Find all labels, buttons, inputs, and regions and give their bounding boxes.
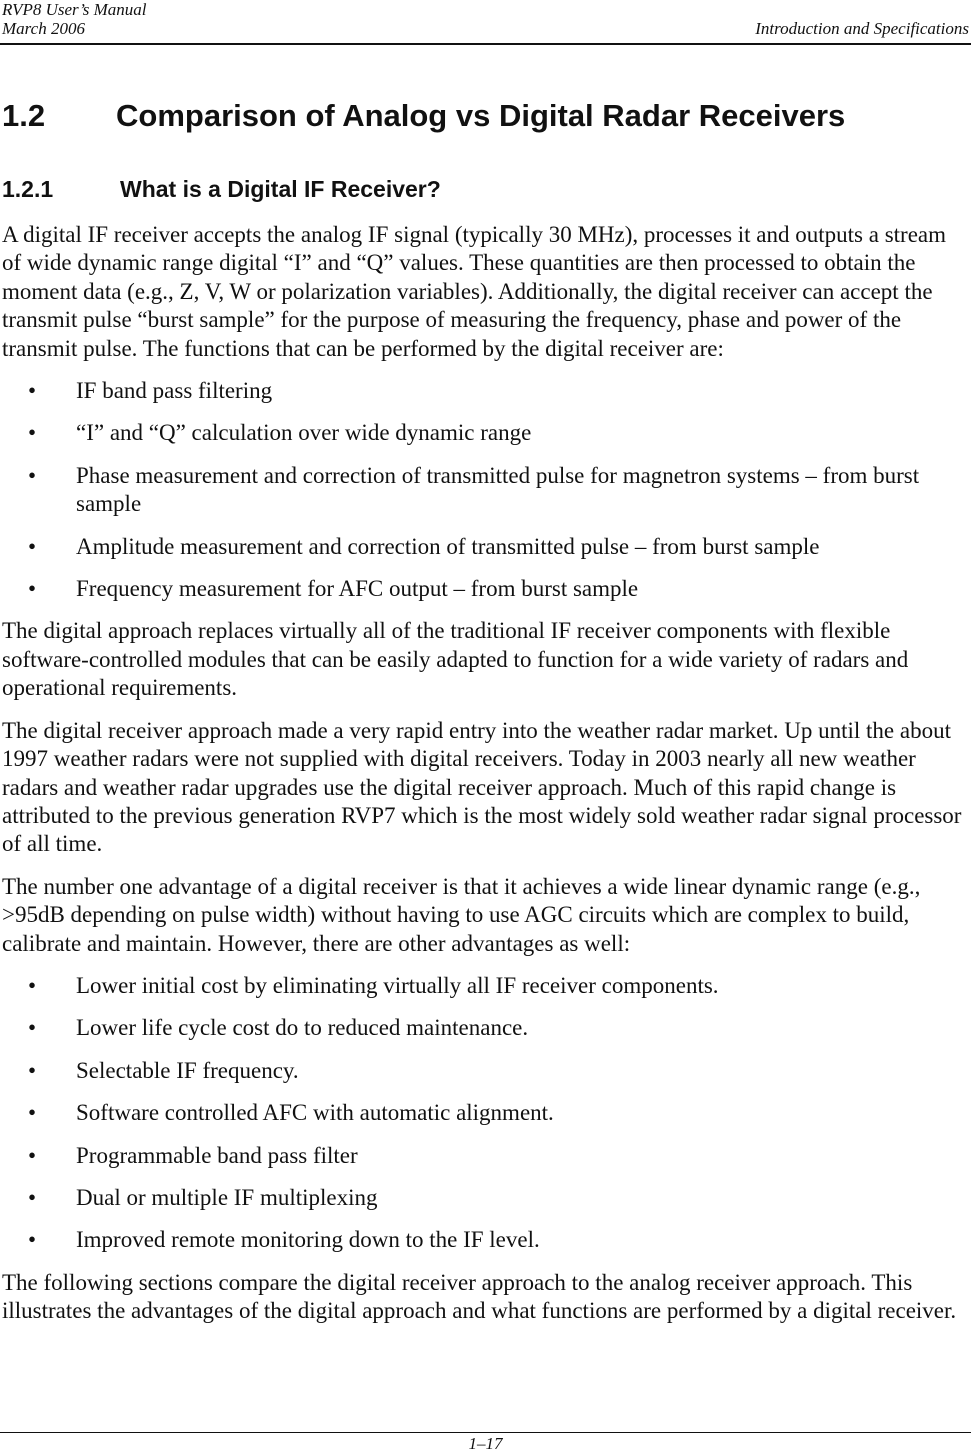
list-item: • Frequency measurement for AFC output – from burst sample — [2, 575, 968, 603]
bullet-icon: • — [28, 1100, 37, 1126]
bullet-icon: • — [28, 1184, 37, 1210]
header-rule — [0, 43, 971, 45]
header-section-title: Introduction and Specifications — [755, 19, 969, 38]
section-number: 1.2 — [2, 98, 46, 133]
paragraph-digital-approach: The digital approach replaces virtually all of the traditional IF receiver components with flexible software-controlled modules that can be easily adapted to function for a wide variety of radars and operational requirements. — [2, 618, 909, 701]
list-item: • Lower life cycle cost do to reduced maintenance. — [2, 1014, 968, 1042]
list-item: • “I” and “Q” calculation over wide dynamic range — [2, 419, 968, 447]
advantages-list — [2, 972, 968, 1255]
bullet-icon: • — [28, 533, 37, 559]
bullet-icon: • — [28, 1142, 37, 1168]
bullet-icon: • — [28, 378, 37, 404]
bullet-icon: • — [28, 462, 37, 488]
bullet-icon: • — [28, 576, 37, 602]
subsection-title: What is a Digital IF Receiver? — [120, 176, 441, 202]
list-item: • Selectable IF frequency. — [2, 1057, 968, 1085]
manual-title: RVP8 User’s Manual — [2, 0, 147, 19]
list-item: • Phase measurement and correction of transmitted pulse for magnetron systems – from burst sample — [28, 462, 920, 517]
bullet-icon: • — [28, 972, 37, 998]
page-number: 1–17 — [468, 1434, 503, 1453]
bullet-icon: • — [28, 1015, 37, 1041]
bullet-icon: • — [28, 420, 37, 446]
subsection-number: 1.2.1 — [2, 176, 54, 202]
subsection-heading — [2, 174, 441, 204]
bullet-icon: • — [28, 1057, 37, 1083]
list-item: • Amplitude measurement and correction of transmitted pulse – from burst sample — [2, 533, 968, 561]
list-item: • Lower initial cost by eliminating virtually all IF receiver components. — [2, 972, 968, 1000]
footer-rule — [0, 1432, 971, 1433]
list-item: • Improved remote monitoring down to the IF level. — [2, 1226, 968, 1254]
paragraph-intro: A digital IF receiver accepts the analog IF signal (typically 30 MHz), processes it and outputs a stream of wide dynamic range digital “I” and “Q” values. These quantities are then processed to obtain the moment data (e.g., Z, V, W or polarization variables). Additionally, the digital receiver can accept the transmit pulse “burst sample” for the purpose of measuring the frequency, phase and power of the transmit pulse. The functions that can be performed by the digital receiver are: — [2, 222, 947, 361]
page-header-left — [2, 0, 147, 38]
paragraph-advantages: The number one advantage of a digital receiver is that it achieves a wide linear dynamic range (e.g., >95dB depending on pulse width) without having to use AGC circuits which are complex to build, calibrate and maintain. However, there are other advantages as well: — [2, 873, 921, 956]
manual-date: March 2006 — [2, 19, 85, 38]
section-heading — [2, 96, 845, 136]
list-item: • IF band pass filtering — [2, 377, 968, 405]
functions-list — [2, 377, 968, 603]
list-item: • Programmable band pass filter — [2, 1142, 968, 1170]
body-text — [2, 221, 968, 1340]
paragraph-market-entry: The digital receiver approach made a very rapid entry into the weather radar market. Up until the about 1997 weather radars were not supplied with digital receivers. Today in 2003 nearly all new weather radars and weather radar upgrades use the digital receiver approach. Much of this rapid change is attributed to the previous generation RVP7 which is the most widely sold weather radar signal processor of all time. — [2, 717, 962, 857]
list-item: • Dual or multiple IF multiplexing — [2, 1184, 968, 1212]
list-item: • Software controlled AFC with automatic alignment. — [2, 1099, 968, 1127]
section-title: Comparison of Analog vs Digital Radar Receivers — [116, 98, 846, 133]
bullet-icon: • — [28, 1227, 37, 1253]
paragraph-following-sections: The following sections compare the digital receiver approach to the analog receiver approach. This illustrates the advantages of the digital approach and what functions are performed by a digital receiver. — [2, 1269, 957, 1324]
